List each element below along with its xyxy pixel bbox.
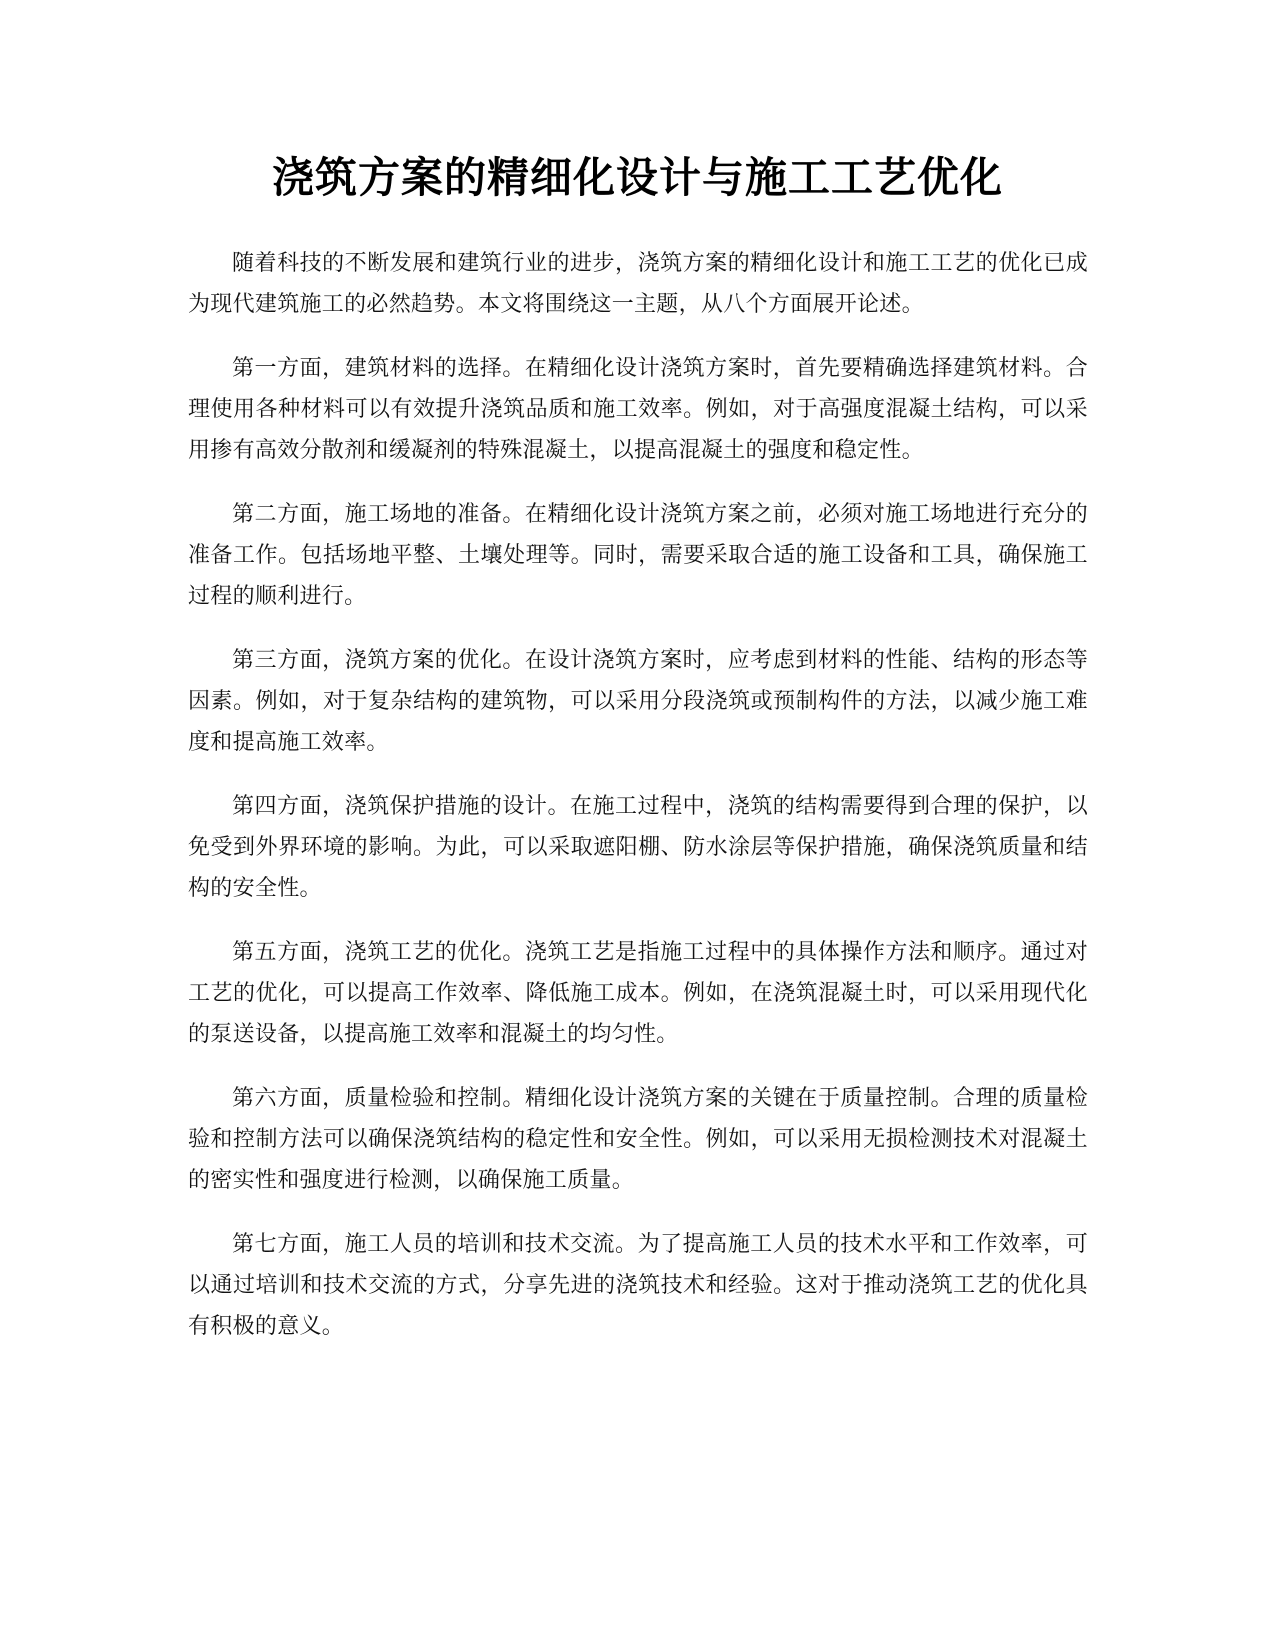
paragraph-aspect-4: 第四方面，浇筑保护措施的设计。在施工过程中，浇筑的结构需要得到合理的保护，以免受到外界环境的影响。为此，可以采取遮阳棚、防水涂层等保护措施，确保浇筑质量和结构的安全性。 xyxy=(188,794,1088,901)
paragraph-aspect-6: 第六方面，质量检验和控制。精细化设计浇筑方案的关键在于质量控制。合理的质量检验和控制方法可以确保浇筑结构的稳定性和安全性。例如，可以采用无损检测技术对混凝土的密实性和强度进行检测，以确保施工质量。 xyxy=(188,1086,1088,1193)
document-title: 浇筑方案的精细化设计与施工工艺优化 xyxy=(271,153,1003,202)
document-body xyxy=(188,243,1088,1370)
paragraph-intro: 随着科技的不断发展和建筑行业的进步，浇筑方案的精细化设计和施工工艺的优化已成为现代建筑施工的必然趋势。本文将围绕这一主题，从八个方面展开论述。 xyxy=(188,251,1088,317)
paragraph-aspect-1: 第一方面，建筑材料的选择。在精细化设计浇筑方案时，首先要精确选择建筑材料。合理使用各种材料可以有效提升浇筑品质和施工效率。例如，对于高强度混凝土结构，可以采用掺有高效分散剂和缓凝剂的特殊混凝土，以提高混凝土的强度和稳定性。 xyxy=(188,356,1088,463)
paragraph-aspect-2: 第二方面，施工场地的准备。在精细化设计浇筑方案之前，必须对施工场地进行充分的准备工作。包括场地平整、土壤处理等。同时，需要采取合适的施工设备和工具，确保施工过程的顺利进行。 xyxy=(188,502,1088,609)
paragraph-aspect-5: 第五方面，浇筑工艺的优化。浇筑工艺是指施工过程中的具体操作方法和顺序。通过对工艺的优化，可以提高工作效率、降低施工成本。例如，在浇筑混凝土时，可以采用现代化的泵送设备，以提高施工效率和混凝土的均匀性。 xyxy=(188,940,1088,1047)
paragraph-aspect-7: 第七方面，施工人员的培训和技术交流。为了提高施工人员的技术水平和工作效率，可以通过培训和技术交流的方式，分享先进的浇筑技术和经验。这对于推动浇筑工艺的优化具有积极的意义。 xyxy=(188,1232,1088,1339)
paragraph-aspect-3: 第三方面，浇筑方案的优化。在设计浇筑方案时，应考虑到材料的性能、结构的形态等因素。例如，对于复杂结构的建筑物，可以采用分段浇筑或预制构件的方法，以减少施工难度和提高施工效率。 xyxy=(188,648,1088,755)
